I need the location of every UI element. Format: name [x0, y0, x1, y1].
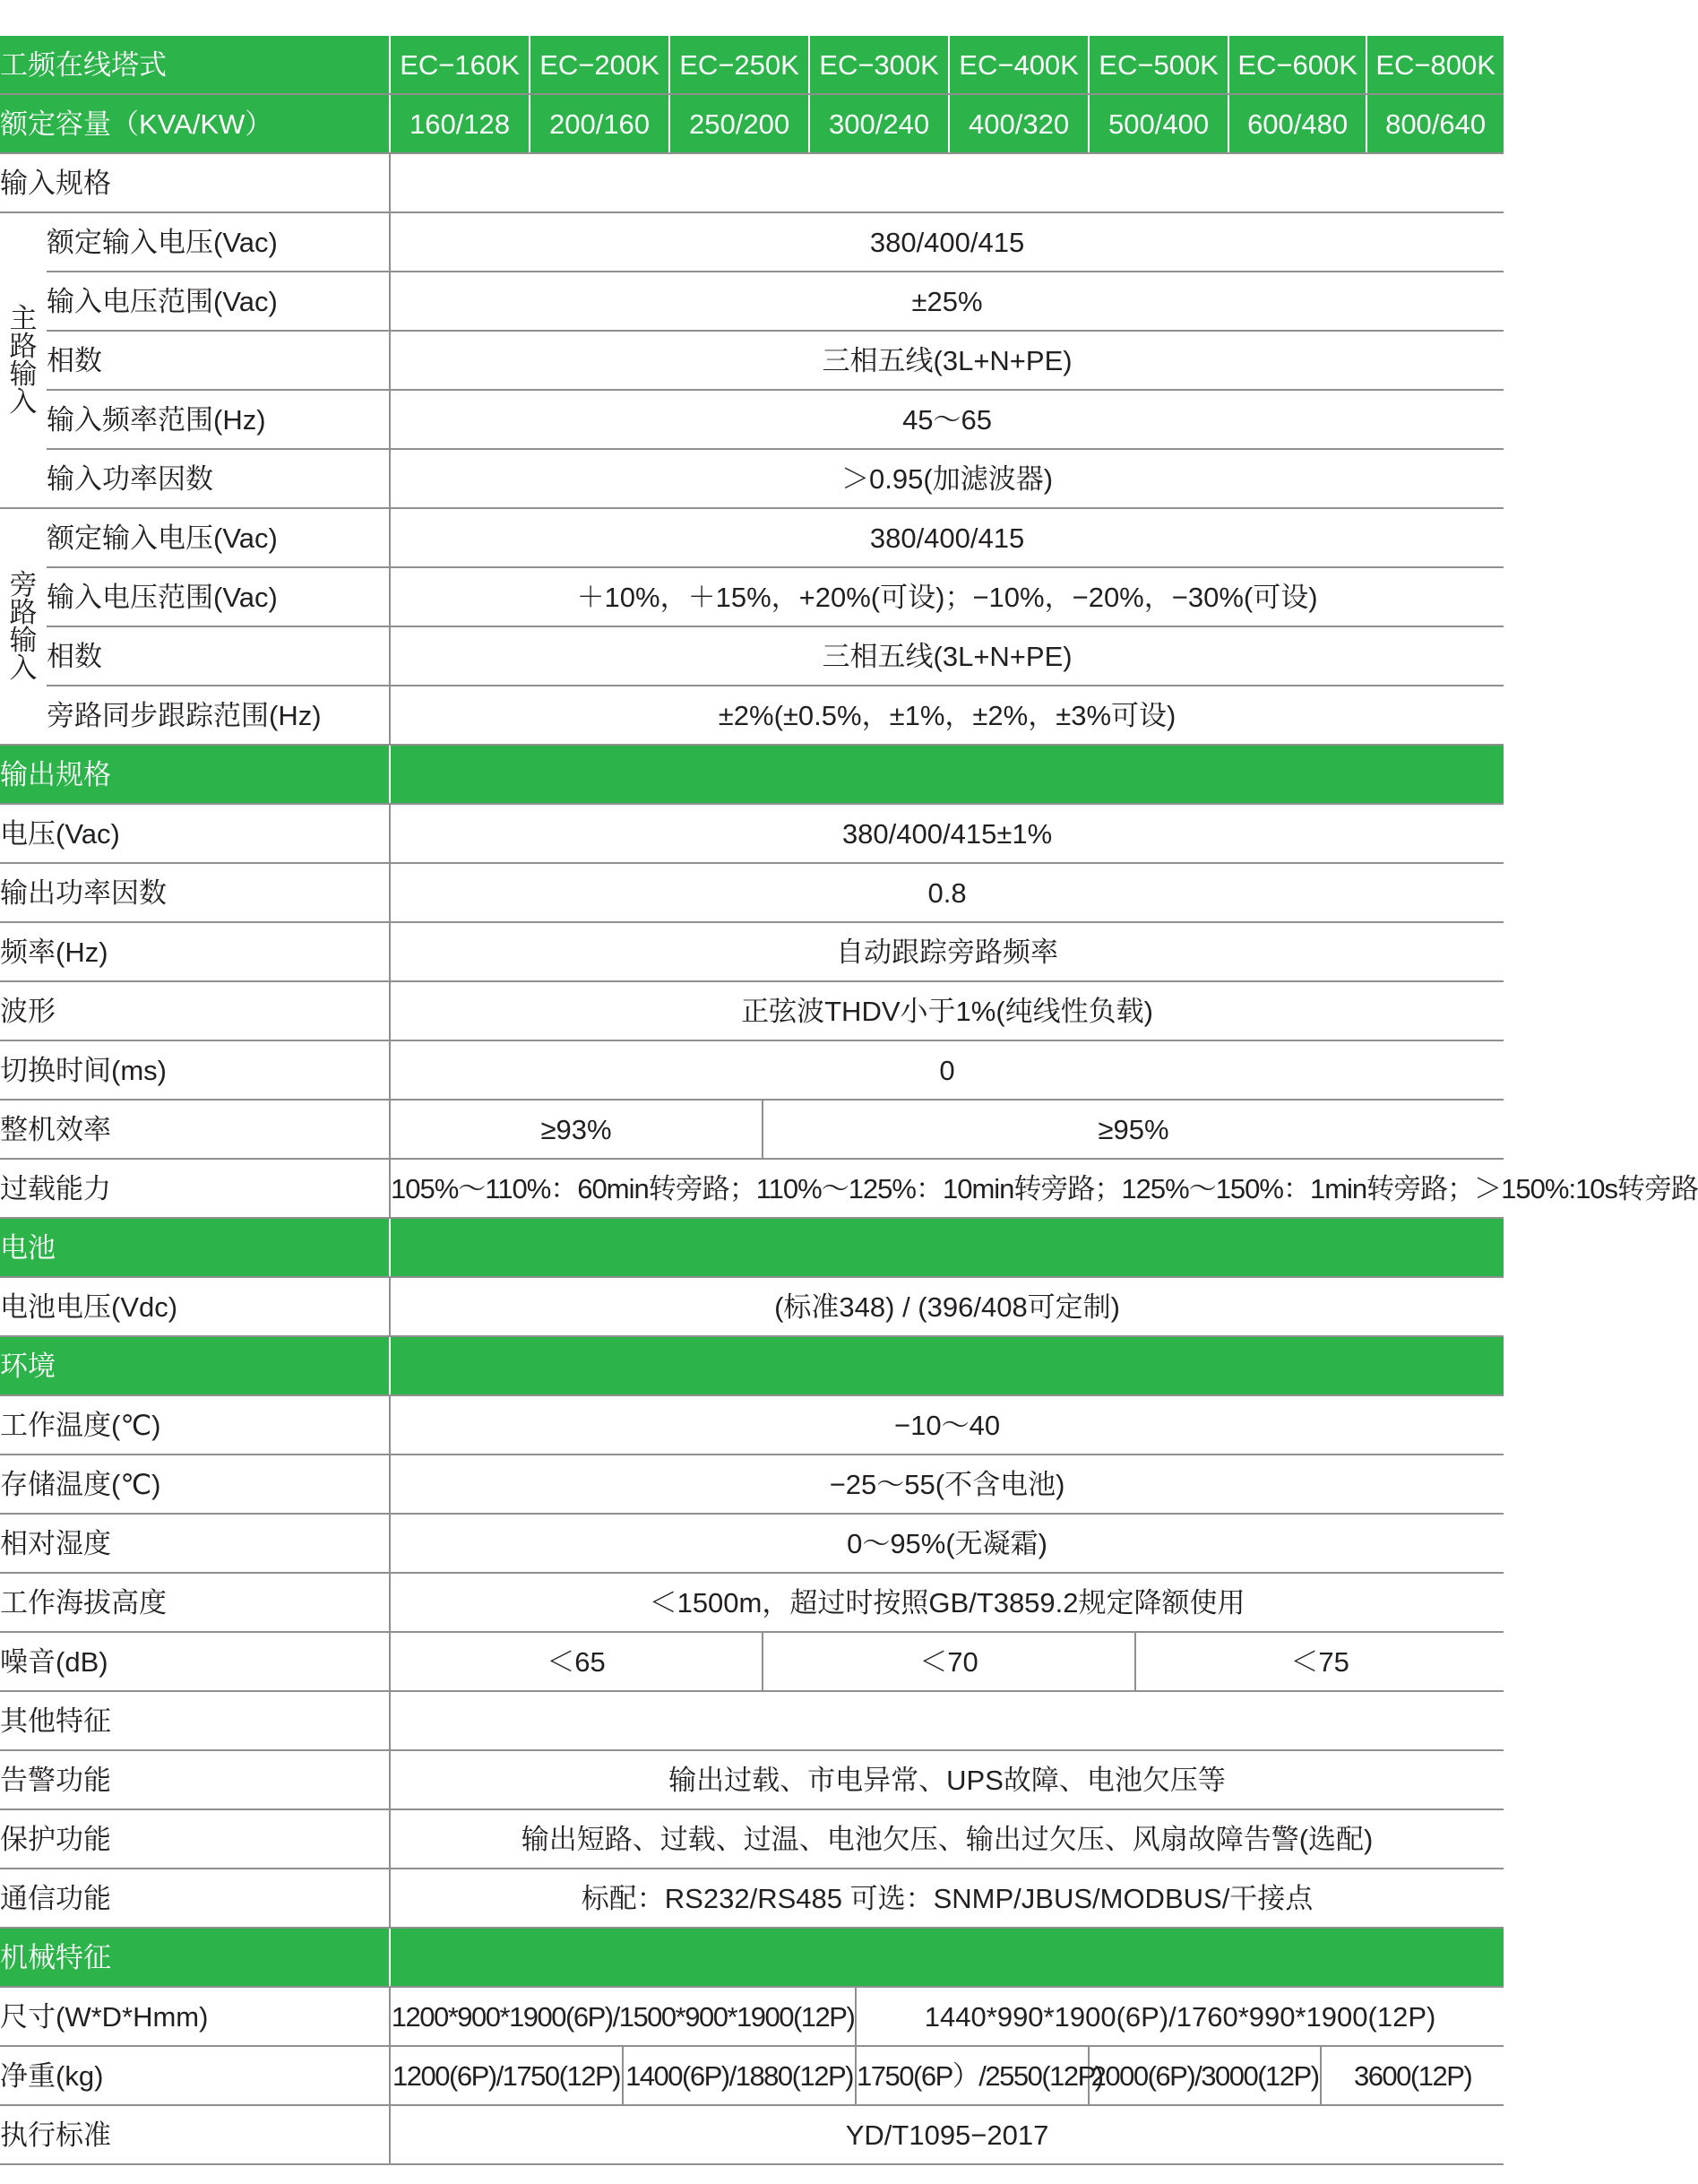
model-name: EC−250K [669, 36, 809, 94]
spec-label: 输入电压范围(Vac) [47, 272, 390, 331]
spec-row [0, 626, 1504, 686]
spec-row [0, 1040, 1504, 1100]
capacity-value: 250/200 [669, 94, 809, 153]
spec-value: 1440*990*1900(6P)/1760*990*1900(12P) [856, 1987, 1504, 2046]
section-battery-row [0, 1218, 1504, 1277]
spec-label: 相对湿度 [0, 1514, 390, 1573]
spec-row [0, 1455, 1504, 1514]
spec-value: 105%～110%：60min转旁路；110%～125%：10min转旁路；125%～150%：1min转旁路；＞150%:10s转旁路 [390, 1159, 1504, 1218]
group-label-bypass-input: 旁 路 输 入 [0, 508, 47, 745]
empty-cell [390, 745, 1504, 804]
spec-value: ≥93% [390, 1100, 763, 1159]
section-title-battery: 电池 [0, 1218, 390, 1277]
spec-value: 输出短路、过载、过温、电池欠压、输出过欠压、风扇故障告警(选配) [390, 1809, 1504, 1869]
section-input-row [0, 153, 1504, 212]
section-environment-row [0, 1336, 1504, 1395]
spec-value: 三相五线(3L+N+PE) [390, 331, 1504, 390]
spec-label: 额定输入电压(Vac) [47, 508, 390, 567]
spec-value: 0.8 [390, 863, 1504, 922]
section-output-row [0, 745, 1504, 804]
spec-row [0, 1809, 1504, 1869]
spec-row [0, 331, 1504, 390]
spec-row [0, 1750, 1504, 1809]
model-name: EC−800K [1366, 36, 1504, 94]
section-title-other: 其他特征 [0, 1691, 390, 1750]
spec-value: 输出过载、市电异常、UPS故障、电池欠压等 [390, 1750, 1504, 1809]
section-title-mechanical: 机械特征 [0, 1928, 390, 1987]
model-name: EC−200K [530, 36, 669, 94]
spec-value: 1400(6P)/1880(12P) [623, 2046, 856, 2105]
spec-value: YD/T1095−2017 [390, 2105, 1504, 2164]
spec-label: 告警功能 [0, 1750, 390, 1809]
spec-value: 1200*900*1900(6P)/1500*900*1900(12P) [390, 1987, 856, 2046]
model-name: EC−300K [809, 36, 949, 94]
spec-value: ＜65 [390, 1632, 763, 1691]
empty-cell [390, 1336, 1504, 1395]
spec-value: 2000(6P)/3000(12P) [1089, 2046, 1321, 2105]
spec-value: ±25% [390, 272, 1504, 331]
spec-row [0, 390, 1504, 449]
spec-row [0, 981, 1504, 1040]
spec-label: 频率(Hz) [0, 922, 390, 981]
spec-label: 保护功能 [0, 1809, 390, 1869]
empty-cell [390, 1691, 1504, 1750]
spec-row [0, 1987, 1504, 2046]
spec-label: 输入频率范围(Hz) [47, 390, 390, 449]
spec-row [0, 567, 1504, 626]
spec-value: ＜70 [763, 1632, 1135, 1691]
spec-value: 三相五线(3L+N+PE) [390, 626, 1504, 686]
spec-label: 输入功率因数 [47, 449, 390, 508]
spec-label: 尺寸(W*D*Hmm) [0, 1987, 390, 2046]
spec-value: 0～95%(无凝霜) [390, 1514, 1504, 1573]
capacity-value: 400/320 [949, 94, 1089, 153]
spec-label: 电压(Vac) [0, 804, 390, 863]
spec-value: −25～55(不含电池) [390, 1455, 1504, 1514]
spec-label: 电池电压(Vdc) [0, 1277, 390, 1336]
group-label-main-input: 主 路 输 入 [0, 212, 47, 508]
spec-label: 切换时间(ms) [0, 1040, 390, 1100]
spec-row [0, 1395, 1504, 1455]
spec-value: ＋10%，＋15%，+20%(可设)；−10%，−20%，−30%(可设) [390, 567, 1504, 626]
spec-label: 过载能力 [0, 1159, 390, 1218]
empty-cell [390, 1928, 1504, 1987]
spec-label: 输入电压范围(Vac) [47, 567, 390, 626]
spec-value: 1200(6P)/1750(12P) [390, 2046, 623, 2105]
capacity-label: 额定容量（KVA/KW） [0, 94, 390, 153]
spec-row [0, 1100, 1504, 1159]
spec-row [0, 508, 1504, 567]
section-mechanical-row [0, 1928, 1504, 1987]
spec-row [0, 1573, 1504, 1632]
spec-label: 波形 [0, 981, 390, 1040]
section-title-output: 输出规格 [0, 745, 390, 804]
spec-row [0, 922, 1504, 981]
spec-label: 额定输入电压(Vac) [47, 212, 390, 272]
spec-label: 噪音(dB) [0, 1632, 390, 1691]
spec-row [0, 1159, 1504, 1218]
spec-value: 380/400/415 [390, 212, 1504, 272]
spec-label: 输出功率因数 [0, 863, 390, 922]
table-title: 工频在线塔式 [0, 36, 390, 94]
spec-label: 通信功能 [0, 1869, 390, 1928]
spec-value: 自动跟踪旁路频率 [390, 922, 1504, 981]
capacity-value: 300/240 [809, 94, 949, 153]
model-name: EC−400K [949, 36, 1089, 94]
model-name: EC−160K [390, 36, 530, 94]
spec-label: 工作温度(℃) [0, 1395, 390, 1455]
spec-row [0, 272, 1504, 331]
spec-label: 存储温度(℃) [0, 1455, 390, 1514]
spec-row [0, 2046, 1504, 2105]
spec-value: 标配：RS232/RS485 可选：SNMP/JBUS/MODBUS/干接点 [390, 1869, 1504, 1928]
spec-label: 整机效率 [0, 1100, 390, 1159]
spec-row [0, 212, 1504, 272]
spec-value: ＞0.95(加滤波器) [390, 449, 1504, 508]
spec-value: ±2%(±0.5%，±1%，±2%，±3%可设) [390, 686, 1504, 745]
empty-cell [390, 1218, 1504, 1277]
spec-value: ＜1500m，超过时按照GB/T3859.2规定降额使用 [390, 1573, 1504, 1632]
spec-value: −10～40 [390, 1395, 1504, 1455]
spec-table [0, 36, 1698, 2165]
section-title-environment: 环境 [0, 1336, 390, 1395]
spec-row [0, 804, 1504, 863]
model-name: EC−500K [1089, 36, 1228, 94]
spec-value: (标准348) / (396/408可定制) [390, 1277, 1504, 1336]
spec-value: 1750(6P）/2550(12P) [856, 2046, 1089, 2105]
spec-row [0, 449, 1504, 508]
capacity-value: 200/160 [530, 94, 669, 153]
spec-row [0, 1514, 1504, 1573]
spec-label: 相数 [47, 331, 390, 390]
spec-row [0, 1277, 1504, 1336]
spec-label: 净重(kg) [0, 2046, 390, 2105]
capacity-header-row [0, 94, 1504, 153]
empty-cell [390, 153, 1504, 212]
spec-row [0, 1869, 1504, 1928]
model-header-row [0, 36, 1504, 94]
spec-value: 45～65 [390, 390, 1504, 449]
spec-label: 旁路同步跟踪范围(Hz) [47, 686, 390, 745]
spec-value: 380/400/415±1% [390, 804, 1504, 863]
spec-row [0, 863, 1504, 922]
spec-value: 正弦波THDV小于1%(纯线性负载) [390, 981, 1504, 1040]
spec-row [0, 2105, 1504, 2164]
spec-row [0, 686, 1504, 745]
capacity-value: 160/128 [390, 94, 530, 153]
spec-label: 执行标准 [0, 2105, 390, 2164]
spec-label: 相数 [47, 626, 390, 686]
spec-label: 工作海拔高度 [0, 1573, 390, 1632]
spec-value: ＜75 [1135, 1632, 1504, 1691]
spec-value: ≥95% [763, 1100, 1504, 1159]
capacity-value: 800/640 [1366, 94, 1504, 153]
spec-value: 3600(12P) [1321, 2046, 1504, 2105]
capacity-value: 500/400 [1089, 94, 1228, 153]
model-name: EC−600K [1228, 36, 1366, 94]
spec-row [0, 1632, 1504, 1691]
spec-value: 0 [390, 1040, 1504, 1100]
section-title-input: 输入规格 [0, 153, 390, 212]
section-other-row [0, 1691, 1504, 1750]
spec-value: 380/400/415 [390, 508, 1504, 567]
capacity-value: 600/480 [1228, 94, 1366, 153]
